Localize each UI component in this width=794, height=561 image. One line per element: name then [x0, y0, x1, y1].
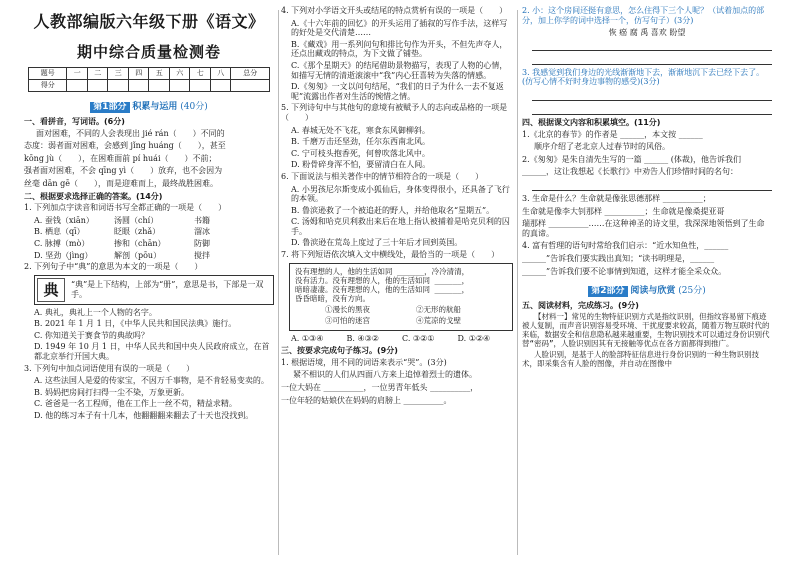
section-badge: 第2部分 [588, 286, 627, 297]
question-heading: 二、根据要求选择正确的答案。(14分) [24, 191, 163, 201]
score-header: 总分 [231, 68, 270, 80]
section-points: (25分) [678, 286, 706, 297]
option: D. 1949 年 10 月 1 日，中华人民共和国中央人民政府成立，在首都北京举行开国大典。 [34, 342, 270, 362]
score-header: 五 [149, 68, 170, 80]
question-text: kōng jù（ ），在困难面前 pí huái（ ）不前； [24, 153, 217, 163]
score-header: 八 [210, 68, 231, 80]
option-row: A. ①③④ B. ④③② C. ③②① D. ①②④ [291, 333, 491, 343]
fill-line[interactable]: 3. 生命是什么？生命就是像张思德那样 __________； [522, 193, 711, 203]
section-points: (40分) [180, 102, 208, 113]
character-box [34, 275, 274, 305]
phrase-row: ①漫长的黑夜 ②无形的航船 [325, 304, 461, 314]
word-bank: 恢 癌 腐 禹 喜欢 盼望 [608, 28, 686, 38]
score-cell[interactable] [210, 80, 231, 92]
option: B.《藏戏》用一系列问句和排比句作为开头，不但先声夺人，还点出藏戏的特点，为下文做了铺垫。 [291, 39, 508, 59]
option: A. 典礼，典礼上一个人物的名字。 [34, 307, 157, 317]
score-cell[interactable] [231, 80, 270, 92]
reading-passage: 人脸识别，是基于人的脸部特征信息进行身份识别的一种生物识别技术，即采集含有人脸的图像，并自动在图像中 [522, 350, 759, 369]
score-header: 题号 [29, 68, 67, 80]
passage-line: 暗暗凄凄。没有理想的人，他的生活如同 ______， [295, 284, 470, 294]
section-badge: 第1部分 [90, 102, 129, 113]
phrase-row: ③可怕的迷宫 ④荒凉的戈壁 [325, 315, 461, 325]
option: C. 宁可枝头抱香死，何曾吹落北风中。 [291, 148, 430, 158]
section-title: 阅读与欣赏 [630, 286, 676, 297]
question-text: 1. 根据语境，用不同的词语来表示“哭”。(3分) [281, 357, 447, 367]
score-table [28, 67, 270, 92]
question-heading: 一、看拼音，写词语。(6分) [24, 116, 125, 126]
question-text: 态度：弱者面对困难，会感到 jǐng huáng（ ），甚至 [24, 141, 226, 151]
passage-line: 没有活力。没有理想的人，他的生活如同 ______， [295, 275, 470, 285]
column-middle [281, 0, 513, 561]
option: A. 春城无处不飞花，寒食东风御柳斜。 [291, 125, 430, 135]
question-text: 面对困难，不同的人会表现出 jié rán（ ）不同的 [36, 128, 225, 138]
option: B. 千磨万击还坚劲，任尔东西南北风。 [291, 137, 430, 147]
question-text: 强者面对困难，不会 qīng yì（ ）放弃，也不会因为 [24, 166, 223, 176]
score-label: 得分 [29, 80, 67, 92]
seal-character-image: 典 [37, 278, 65, 302]
fill-line[interactable]: 一位年轻的姑娘伏在妈妈的肩膀上 __________。 [281, 395, 452, 405]
score-cell[interactable] [128, 80, 149, 92]
fill-line[interactable]: ______”告诉我们要不论事情到知道，这样才能全采众众。 [522, 266, 727, 276]
question-text: 2. 下列句子中“典”的意思为本文的一项是（ ） [24, 262, 203, 272]
score-header: 六 [169, 68, 190, 80]
option-row: B. 栖息（qī） 眨眼（zhǎ） 溜冰 [34, 227, 210, 237]
option: A. 小男孩尼尔斯变成小狐仙后，身体变得很小，还具备了飞行的本领。 [291, 184, 510, 204]
question-text: 7. 将下列短语依次填入文中横线处，最恰当的一项是（ ） [281, 250, 500, 260]
answer-line[interactable] [532, 104, 772, 115]
fill-line[interactable]: 生命就是像李大钊那样 __________；生命就是像桑提亚哥 [522, 206, 725, 216]
score-header: 二 [87, 68, 108, 80]
option: C. 汤姆和哈克贝利救出来后在地上指认被捕着是哈克贝利的囚手。 [291, 217, 510, 236]
reading-passage: 【材料一】常见的生物特征识别方式是指纹识别，但指纹容易留下痕迹被人复制，而声音识别容易受环境、干扰度要求较高，随着万物互联时代的来临，数据安全和信息隐私越来越重要，生物识别技术可以通过身份识别代替“密码”，人脸识别因其有无接触等优点在各方面都得到推广。 [522, 312, 770, 349]
score-cell[interactable] [87, 80, 108, 92]
question-text: 1. 下列加点字读音和词语书写全都正确的一项是（ ） [24, 203, 227, 213]
option: C.《那个星期天》的结尾借助景物描写，表现了人物的心情，如描写无情的清逝滚滚中“我”内心狂喜转为失落的情感。 [291, 60, 508, 80]
column-divider [517, 10, 518, 555]
option: A.《十六年前的回忆》的开头运用了插叙的写作手法，这样写的好处是交代清楚…… [291, 18, 508, 38]
column-left [24, 0, 274, 561]
section-title: 积累与运用 [132, 102, 178, 113]
score-cell[interactable] [108, 80, 129, 92]
fill-line[interactable]: 1.《北京的春节》的作者是 ______，本文按 ______ [522, 129, 703, 139]
option: B. 鲁滨逊救了一个被追赶的野人，并给他取名“星期五”。 [291, 205, 495, 215]
question-text: 顺序介绍了老北京人过春节时的风俗。 [534, 142, 670, 152]
option: B. 妈妈把房间打扫得一尘不染，万象更新。 [34, 387, 189, 397]
option: C. 爸爸是一名工程师，他在工作上一丝不苟，精益求精。 [34, 399, 237, 409]
option: A. 这些法国人是爱的传家宝，不因万千事物，是不肯轻易变卖的。 [34, 376, 269, 386]
question-text: 紧不相识的人们从四面八方来上追悼着烈士的遗体。 [293, 370, 477, 380]
answer-line[interactable] [532, 40, 772, 51]
passage-line: 昏昏暗暗，没有方向。 [295, 293, 370, 303]
score-header: 一 [67, 68, 88, 80]
question-text: 6. 下面说法与相关著作中的情节相符合的一项是（ ） [281, 171, 484, 181]
score-header: 三 [108, 68, 129, 80]
fill-line[interactable]: ______”告诉我们要实践出真知；“读书明理是，______ [522, 253, 715, 263]
fill-line[interactable]: 瑞那样 __________……在这种神圣的诗文里，我深深地领悟到了生命的真谛。 [522, 219, 765, 238]
option: D. 粉骨碎身浑不怕，要留清白在人间。 [291, 160, 431, 170]
question-text: 丝毫 dān gē（ ），而是迎难而上，最终战胜困难。 [24, 178, 218, 188]
question-text: 2. 小：这个房间还挺有意思，怎么住得下三个人呢？（试着加点的部分，加上你学的词中选择一个，仿写句子）(3分) [522, 6, 765, 25]
option-row: D. 坚劲（jìng） 解剖（pōu） 搅拌 [34, 250, 210, 260]
score-cell[interactable] [149, 80, 170, 92]
score-cell[interactable] [190, 80, 211, 92]
fill-line[interactable]: 4. 富有哲理的语句时常给我们启示：“近水知鱼性，______ [522, 241, 729, 251]
option-row: A. 蚕钱（xiān） 汤圆（chí） 书籍 [34, 215, 210, 225]
passage-box [289, 263, 513, 331]
fill-line[interactable]: 2.《匆匆》是朱自清先生写的一篇 ______ (体裁)，他告诉我们 [522, 154, 741, 164]
exam-title: 人教部编版六年级下册《语文》 [33, 12, 265, 31]
question-text: 3. 下列句中加点词语使用有误的一项是（ ） [24, 363, 195, 373]
fill-line[interactable]: 一位大妈在 __________，一位男青年低头 __________， [281, 383, 479, 393]
exam-subtitle: 期中综合质量检测卷 [76, 43, 221, 62]
question-text: 3. 我感觉到我们身边的光线渐渐地下去，渐渐地沉下去已经下去了。(仿写心情不好时身边事物的感受)(3分) [522, 67, 765, 87]
option-row: C. 脉搏（mò） 掺和（chān） 防御 [34, 238, 210, 248]
score-cell[interactable] [169, 80, 190, 92]
box-text: “典”是上下结构，上部为“册”，意思是书，下部是一双手。 [71, 280, 264, 299]
option: D. 他的练习本子有十几本，他翻翻翻来翻去了十天也没找到。 [34, 411, 254, 421]
option: D. 鲁滨逊在荒岛上度过了三十年后才回到英国。 [291, 238, 463, 248]
question-heading: 四、根据课文内容和积累填空。(11分) [522, 117, 661, 127]
score-cell[interactable] [67, 80, 88, 92]
option: B. 2021 年 1 月 1 日，《中华人民共和国民法典》施行。 [34, 319, 237, 329]
answer-line[interactable] [532, 180, 772, 191]
answer-line[interactable] [532, 90, 772, 101]
option: C. 你知道关于赛食节的典故吗？ [34, 330, 149, 340]
score-header: 四 [128, 68, 149, 80]
section-2-banner [522, 286, 772, 297]
question-text: 5. 下列诗句中与其他句的意境有被赋予人的志向或品格的一项是（ ） [281, 103, 508, 122]
answer-line[interactable] [532, 54, 772, 65]
fill-line[interactable]: ______，这让我想起《长歌行》中劝告人们珍惜时间的名句： [522, 167, 738, 177]
passage-line: 没有理想的人，他的生活如同 ______，冷冷清清， [295, 266, 470, 276]
question-heading: 五、阅读材料，完成练习。(9分) [522, 300, 639, 310]
question-heading: 三、按要求完成句子练习。(9分) [281, 346, 398, 356]
column-divider [278, 10, 279, 555]
question-text: 4. 下列对小学语文开头或结尾的特点赏析有误的一项是（ ） [281, 6, 508, 15]
score-header: 七 [190, 68, 211, 80]
section-1-banner [24, 102, 274, 113]
column-right [522, 0, 772, 561]
option: D.《匆匆》一文以问句结尾，“我们的日子为什么一去不复返呢”流露出作者对生活的惋惜之情。 [291, 82, 504, 101]
